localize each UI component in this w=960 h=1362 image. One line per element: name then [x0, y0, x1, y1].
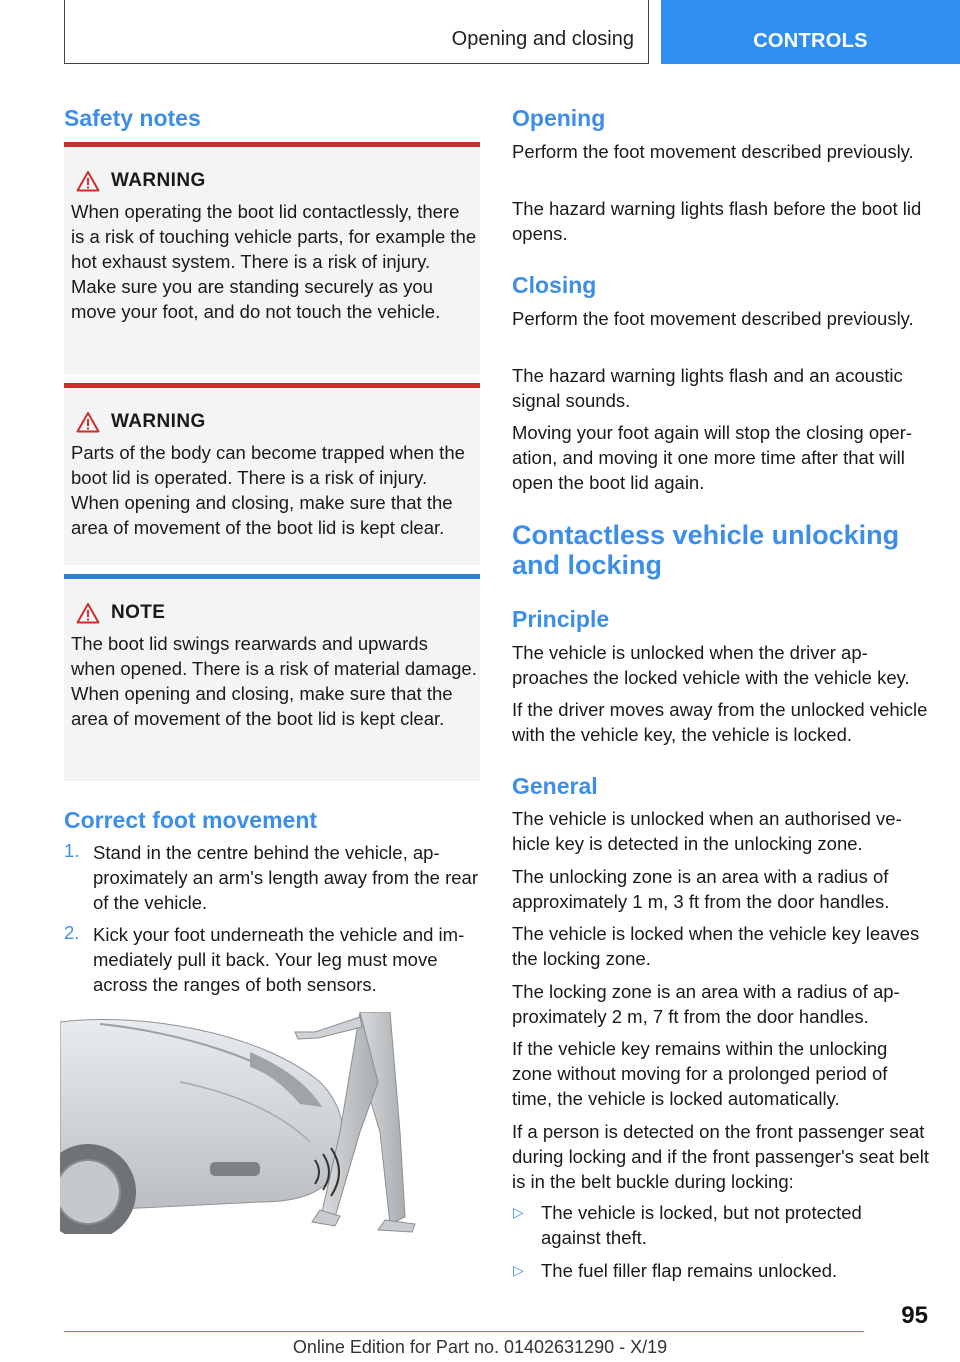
paragraph: The vehicle is locked when the vehicle key leaves the locking zone. [512, 923, 920, 969]
paragraph: The locking zone is an area with a radius of approximately 2 m, 7 ft from the door handles. [512, 981, 900, 1027]
bullet-marker: ▷ [513, 1204, 524, 1220]
bullet-text: The vehicle is locked, but not protected against theft. [541, 1202, 862, 1248]
foot-movement-illustration [60, 1012, 416, 1234]
step-number: 1. [64, 840, 80, 861]
bullet-marker: ▷ [513, 1262, 524, 1278]
opening-heading: Opening [512, 105, 606, 131]
note-text: The boot lid swings rearwards and upwards when opened. There is a risk of material damage. When opening and closing, make sure that the area of movement of the boot lid is kept clear. [71, 633, 477, 729]
warning-triangle-icon [76, 411, 100, 433]
step-text: Stand in the centre behind the vehicle, approximately an arm's length away from the rear of the vehicle. [93, 842, 478, 913]
header-section-box [64, 0, 649, 64]
note-label: NOTE [111, 602, 166, 623]
note-triangle-icon [76, 602, 100, 624]
closing-heading: Closing [512, 272, 597, 298]
step-number: 2. [64, 922, 80, 943]
warning-triangle-icon [76, 170, 100, 192]
warning-box-2 [64, 383, 480, 565]
principle-heading: Principle [512, 606, 610, 632]
footer-edition: Online Edition for Part no. 01402631290 - X/19 [292, 1337, 668, 1357]
paragraph: The vehicle is unlocked when the driver approaches the locked vehicle with the vehicle key. [512, 642, 910, 688]
paragraph: The hazard warning lights flash and an acoustic signal sounds. [512, 365, 903, 411]
page-number: 95 [901, 1302, 928, 1329]
section-title: Opening and closing [451, 28, 634, 50]
paragraph: The vehicle is unlocked when an authorised vehicle key is detected in the unlocking zone. [512, 808, 902, 854]
chapter-title: CONTROLS [753, 30, 868, 52]
paragraph: Perform the foot movement described previously. [512, 308, 914, 329]
warning-text: When operating the boot lid contactlessly, there is a risk of touching vehicle parts, for example the hot exhaust system. There is a risk of injury. Make sure you are standing securely as you move your foot, and do not touch the vehicle. [71, 201, 477, 322]
paragraph: Moving your foot again will stop the closing operation, and moving it one more time after that will open the boot lid again. [512, 422, 913, 493]
safety-notes-heading: Safety notes [64, 105, 201, 131]
paragraph: If the driver moves away from the unlocked vehicle with the vehicle key, the vehicle is locked. [512, 699, 928, 745]
warning-label: WARNING [111, 170, 206, 191]
contactless-heading: Contactless vehicle unlocking and locking [512, 520, 900, 580]
foot-movement-heading: Correct foot movement [64, 807, 318, 833]
step-text: Kick your foot underneath the vehicle and immediately pull it back. Your leg must move across the ranges of both sensors. [93, 924, 465, 995]
note-box [64, 574, 480, 781]
bullet-text: The fuel filler flap remains unlocked. [541, 1260, 838, 1281]
paragraph: The unlocking zone is an area with a radius of approximately 1 m, 3 ft from the door handles. [512, 866, 890, 912]
paragraph: Perform the foot movement described previously. [512, 141, 914, 162]
warning-text: Parts of the body can become trapped when the boot lid is operated. There is a risk of injury. When opening and closing, make sure that the area of movement of the boot lid is kept clear. [71, 442, 465, 538]
warning-label: WARNING [111, 411, 206, 432]
general-heading: General [512, 773, 598, 799]
footer-divider [64, 1331, 864, 1332]
paragraph: If the vehicle key remains within the unlocking zone without moving for a prolonged period of time, the vehicle is locked automatically. [512, 1038, 888, 1109]
paragraph: The hazard warning lights flash before the boot lid opens. [512, 198, 922, 244]
warning-box-1 [64, 142, 480, 374]
paragraph: If a person is detected on the front passenger seat during locking and if the front passenger's seat belt is in the belt buckle during locking: [512, 1121, 929, 1192]
header-chapter-tab[interactable] [661, 0, 960, 64]
